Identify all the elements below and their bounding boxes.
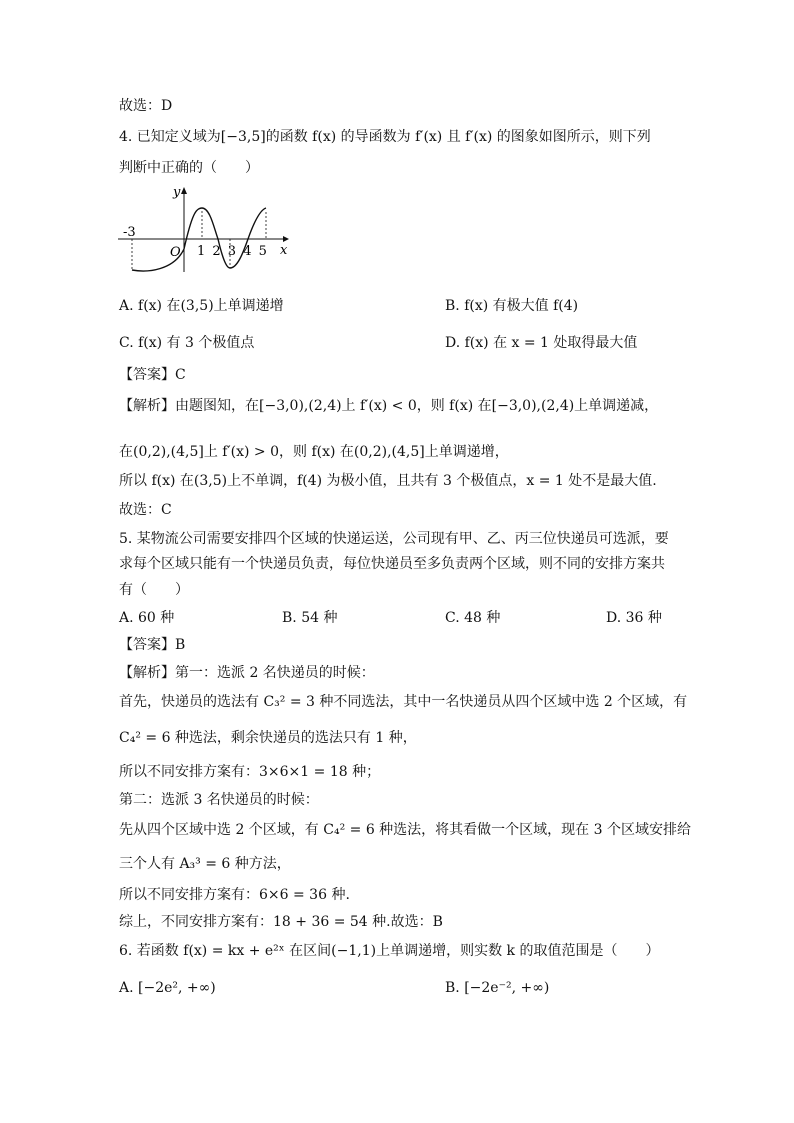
text-line-l19: 6. 若函数 f(x) = kx + e²ˣ 在区间(−1,1)上单调递增，则实数 k 的取值范围是（ ） — [119, 943, 660, 959]
text-line-l6: 5. 某物流公司需要安排四个区域的快递运送，公司现有甲、乙、丙三位快递员可选派，要 — [119, 531, 669, 547]
text-line-l11: 首先，快递员的选法有 C₃² = 3 种不同选法，其中一名快递员从四个区域中选 2 个区域，有 — [119, 694, 688, 710]
option-q6b: B. [−2e⁻², +∞) — [445, 980, 550, 996]
option-q4c: C. f(x) 有 3 个极值点 — [119, 335, 255, 351]
x-axis-arrow — [283, 236, 289, 242]
text-line-l10: 【解析】第一：选派 2 名快递员的时候： — [119, 665, 375, 681]
x-ticks: 1 2 3 4 5 — [197, 244, 267, 259]
derivative-graph — [118, 184, 290, 274]
option-q5a: A. 60 种 — [119, 610, 175, 626]
text-line-l17: 所以不同安排方案有：6×6 = 36 种. — [119, 887, 350, 903]
text-line-l20: 【答案】C — [119, 367, 186, 383]
y-axis-arrow — [181, 187, 187, 194]
text-line-l21: 【解析】由题图知，在[−3,0),(2,4)上 f′(x) < 0，则 f(x) 在[−3,0),(2,4)上单调递减， — [119, 398, 659, 414]
origin-label: O — [170, 245, 181, 260]
text-line-l12: C₄² = 6 种选法，剩余快递员的选法只有 1 种， — [119, 730, 417, 746]
option-q5b: B. 54 种 — [282, 610, 338, 626]
text-line-l9: 【答案】B — [119, 637, 186, 653]
option-q5c: C. 48 种 — [445, 610, 501, 626]
option-q6a: A. [−2e², +∞) — [119, 980, 216, 996]
text-line-l8: 有（ ） — [119, 582, 189, 598]
text-line-l16: 三个人有 A₃³ = 6 种方法， — [119, 856, 291, 872]
text-line-l1: 4. 已知定义域为[−3,5]的函数 f(x) 的导函数为 f′(x) 且 f′(x) 的图象如图所示，则下列 — [119, 129, 651, 145]
option-q5d: D. 36 种 — [606, 610, 662, 626]
text-line-l18: 综上，不同安排方案有：18 + 36 = 54 种.故选：B — [119, 914, 443, 930]
text-line-l14: 第二：选派 3 名快递员的时候： — [119, 792, 319, 808]
x-label: x — [280, 243, 288, 258]
text-line-l2: 判断中正确的（ ） — [119, 160, 259, 176]
text-line-l4: 所以 f(x) 在(3,5)上不单调，f(4) 为极小值，且共有 3 个极值点，x = 1 处不是最大值. — [119, 473, 657, 489]
y-label: y — [173, 185, 181, 200]
text-line-l3: 在(0,2),(4,5]上 f′(x) > 0，则 f(x) 在(0,2),(4,5]上单调递增， — [119, 444, 509, 460]
text-line-l13: 所以不同安排方案有：3×6×1 = 18 种； — [119, 764, 381, 780]
text-line-l15: 先从四个区域中选 2 个区域，有 C₄² = 6 种选法，将其看做一个区域，现在 3 个区域安排给 — [119, 822, 691, 838]
text-line-l5: 故选：C — [119, 502, 172, 518]
minus3-label: -3 — [123, 225, 136, 240]
option-q4b: B. f(x) 有极大值 f(4) — [445, 298, 579, 314]
text-line-l7: 求每个区域只能有一个快递员负责，每位快递员至多负责两个区域，则不同的安排方案共 — [119, 556, 665, 572]
option-q4d: D. f(x) 在 x = 1 处取得最大值 — [445, 335, 638, 351]
option-q4a: A. f(x) 在(3,5)上单调递增 — [119, 298, 284, 314]
text-line-l0: 故选：D — [119, 98, 173, 114]
